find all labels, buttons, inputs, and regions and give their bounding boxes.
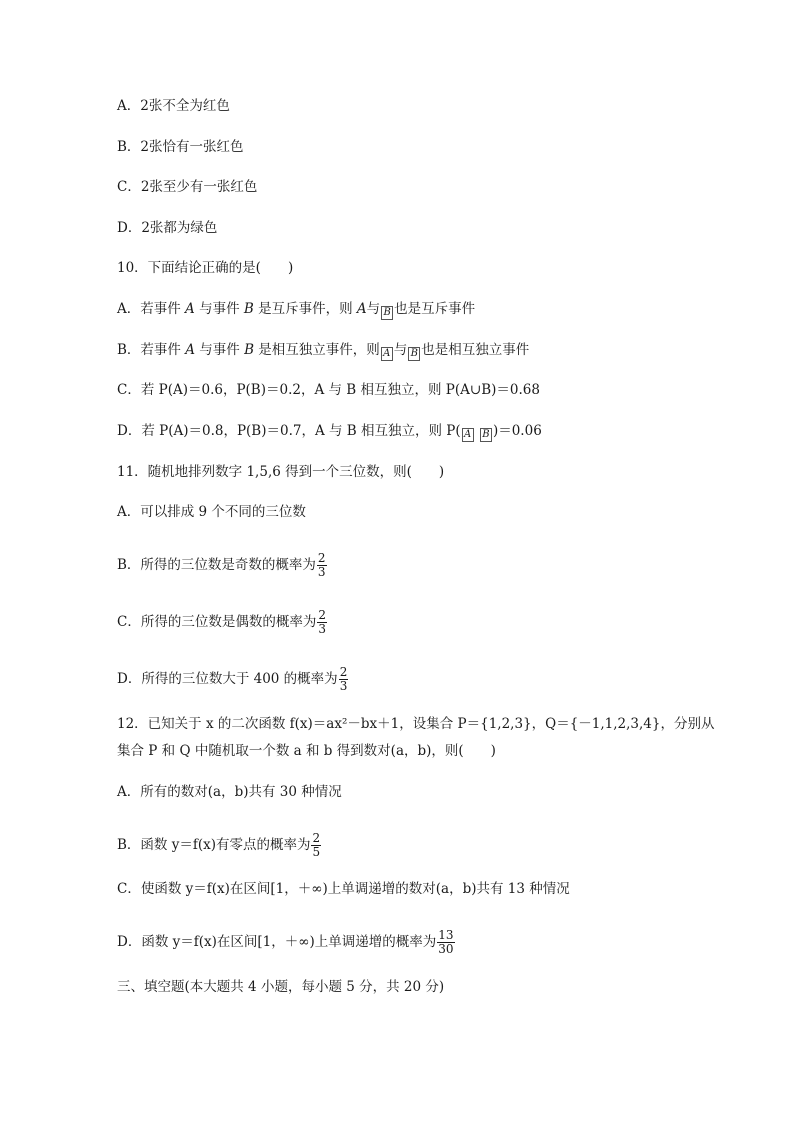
complement-a-glyph: A xyxy=(381,347,393,361)
fraction-numerator: 2 xyxy=(317,551,326,565)
q9-option-b: B．2张恰有一张红色 xyxy=(117,139,244,155)
q12-option-b xyxy=(117,832,321,859)
fraction-numerator: 13 xyxy=(438,928,454,942)
var-a: A xyxy=(185,301,195,317)
fraction xyxy=(339,666,349,693)
q10-stem: 10．下面结论正确的是( ) xyxy=(117,260,294,276)
q12-stem-line2: 集合 P 和 Q 中随机取一个数 a 和 b 得到数对(a，b)，则( ) xyxy=(117,743,496,759)
q12-option-a: A．所有的数对(a，b)共有 30 种情况 xyxy=(117,784,342,800)
fraction-denominator: 3 xyxy=(339,679,348,693)
q12-d-text: D．函数 y＝f(x)在区间[1，＋∞)上单调递增的概率为 xyxy=(117,934,437,950)
fraction-numerator: 2 xyxy=(339,665,348,679)
complement-b-glyph: B xyxy=(480,428,492,442)
q10-d-part1: D．若 P(A)＝0.8，P(B)＝0.7，A 与 B 相互独立，则 P( xyxy=(117,423,461,439)
q10-option-a xyxy=(117,300,475,320)
q11-option-a: A．可以排成 9 个不同的三位数 xyxy=(117,504,306,520)
fraction-denominator: 5 xyxy=(312,845,321,859)
complement-b-glyph: B xyxy=(381,306,393,320)
q9-option-a: A．2张不全为红色 xyxy=(117,98,230,114)
fraction-numerator: 2 xyxy=(312,831,321,845)
fraction-denominator: 3 xyxy=(318,622,326,636)
complement-a-glyph: A xyxy=(462,428,474,442)
q10-d-part2: )＝0.06 xyxy=(492,423,542,439)
q10-option-b xyxy=(117,341,529,361)
q10-b-part1: B．若事件 xyxy=(117,342,181,358)
fraction xyxy=(317,609,327,636)
q10-b-part5: 也是相互独立事件 xyxy=(421,342,530,358)
q9-option-c: C．2张至少有一张红色 xyxy=(117,179,258,195)
q11-option-b xyxy=(117,552,327,579)
q11-stem: 11．随机地排列数字 1,5,6 得到一个三位数，则( ) xyxy=(117,464,445,480)
fraction-denominator: 3 xyxy=(317,565,326,579)
fraction xyxy=(437,929,454,956)
q11-option-c xyxy=(117,609,327,636)
fraction-numerator: 2 xyxy=(318,608,326,622)
q10-b-part4: 与 xyxy=(393,342,408,358)
q11-c-text: C．所得的三位数是偶数的概率为 xyxy=(117,614,317,630)
q10-b-part3: 是相互独立事件，则 xyxy=(258,342,380,358)
q11-b-text: B．所得的三位数是奇数的概率为 xyxy=(117,557,316,573)
fraction xyxy=(317,552,327,579)
var-b: B xyxy=(243,301,254,317)
q11-option-d xyxy=(117,666,348,693)
section-heading-fill-in: 三、填空题(本大题共 4 小题，每小题 5 分，共 20 分) xyxy=(117,979,445,995)
q11-d-text: D．所得的三位数大于 400 的概率为 xyxy=(117,671,338,687)
var-a: A xyxy=(356,301,367,317)
fraction-denominator: 30 xyxy=(438,942,454,956)
fraction xyxy=(311,832,321,859)
var-b: B xyxy=(244,342,254,358)
q10-b-part2: 与事件 xyxy=(199,342,240,358)
q9-option-d: D．2张都为绿色 xyxy=(117,220,218,236)
q10-a-part5: 也是互斥事件 xyxy=(394,301,476,317)
q10-option-d xyxy=(117,422,542,442)
q12-option-d xyxy=(117,929,455,956)
q12-b-text: B．函数 y＝f(x)有零点的概率为 xyxy=(117,837,311,853)
q10-a-part2: 与事件 xyxy=(199,301,240,317)
q12-option-c: C．使函数 y＝f(x)在区间[1，＋∞)上单调递增的数对(a，b)共有 13 种情况 xyxy=(117,881,570,897)
q10-a-part3: 是互斥事件，则 xyxy=(258,301,353,317)
complement-b-glyph: B xyxy=(408,347,420,361)
var-a: A xyxy=(185,342,195,358)
q10-option-c: C．若 P(A)＝0.6，P(B)＝0.2，A 与 B 相互独立，则 P(A∪B)＝0.68 xyxy=(117,382,540,398)
q10-a-part1: A．若事件 xyxy=(117,301,181,317)
q10-a-part4: 与 xyxy=(366,301,381,317)
q12-stem-line1: 12．已知关于 x 的二次函数 f(x)＝ax²－bx＋1，设集合 P＝{1,2,3}，Q＝{－1,1,2,3,4}，分别从 xyxy=(117,716,715,732)
